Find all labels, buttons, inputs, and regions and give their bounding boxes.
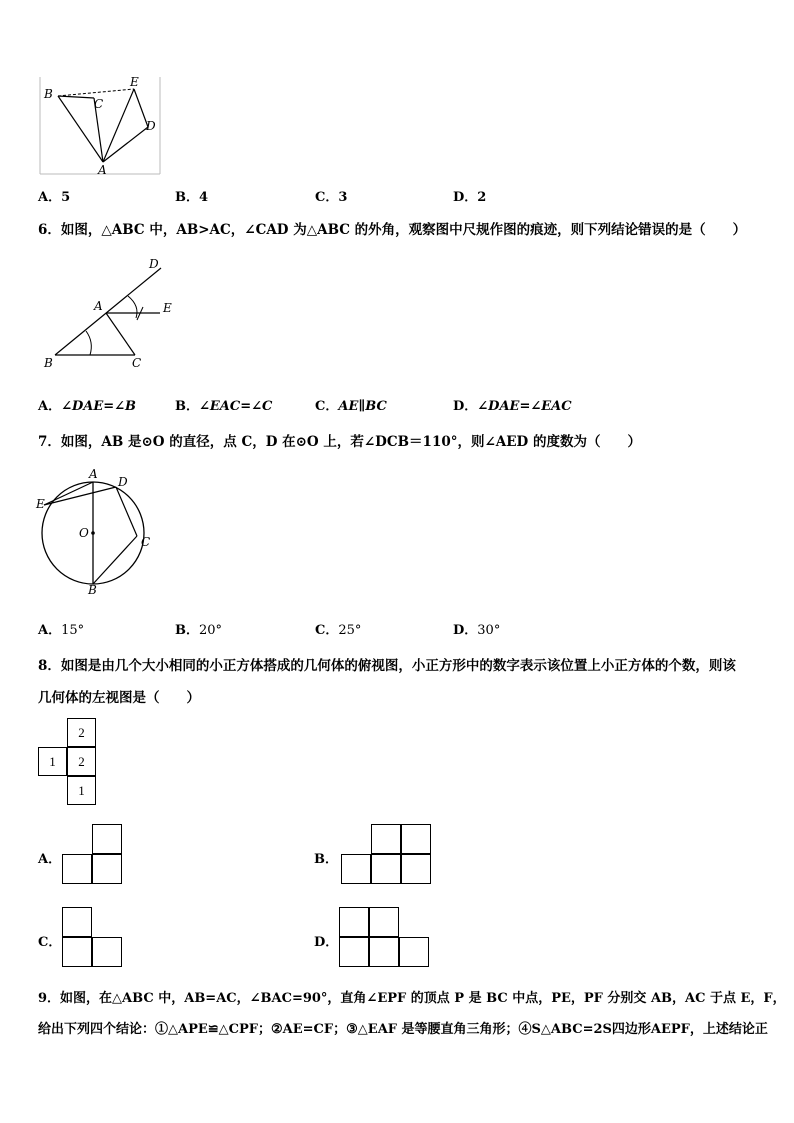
q5-option-b-text: 4 (199, 190, 209, 205)
q9-question-line1: 9．如图，在△ABC 中，AB=AC，∠BAC=90°，直角∠EPF 的顶点 P 是 BC 中点，PE，PF 分别交 AB，AC 于点 E，F， (38, 991, 786, 1006)
q8-top-view (38, 718, 98, 806)
q6-option-c[interactable] (315, 395, 387, 414)
cube-face (92, 937, 122, 967)
q7-option-d-text: 30° (477, 623, 501, 638)
q5-option-b-letter: B． (175, 190, 199, 205)
q7-label-B: B (88, 583, 97, 597)
q8-option-c-letter[interactable]: C． (38, 935, 62, 950)
q7-option-b-text: 20° (199, 623, 223, 638)
q7-option-a-letter: A． (38, 623, 62, 638)
q6-option-c-letter: C． (315, 399, 339, 414)
q7-option-b[interactable] (175, 619, 222, 638)
q5-label-E: E (130, 75, 139, 89)
q8-option-a-figure[interactable] (62, 824, 124, 886)
cube-face (401, 824, 431, 854)
cube-face (92, 854, 122, 884)
q6-label-E: E (163, 301, 172, 315)
q5-option-d-text: 2 (477, 190, 487, 205)
cube-face (62, 854, 92, 884)
q6-label-D: D (149, 257, 159, 271)
q7-option-c-letter: C． (315, 623, 339, 638)
cube-face (339, 907, 369, 937)
q6-option-a[interactable] (38, 395, 136, 414)
cube-face (371, 854, 401, 884)
q5-option-a-letter: A． (38, 190, 62, 205)
q8-option-c-figure[interactable] (62, 907, 124, 969)
q6-option-c-text: AE∥BC (338, 399, 387, 414)
q7-option-c[interactable] (315, 619, 361, 638)
top-view-cell-left: 1 (38, 747, 67, 776)
q8-question-line2: 几何体的左视图是（ ） (38, 690, 200, 706)
q7-label-O: O (79, 526, 89, 540)
cube-face (369, 937, 399, 967)
q7-option-d[interactable] (453, 619, 500, 638)
q7-option-a[interactable] (38, 619, 84, 638)
q5-option-d[interactable] (453, 186, 486, 205)
cube-face (339, 937, 369, 967)
q5-option-a[interactable] (38, 186, 70, 205)
q7-option-d-letter: D． (453, 623, 478, 638)
q8-option-d-letter[interactable]: D． (314, 935, 339, 950)
cube-face (62, 907, 92, 937)
cube-face (92, 824, 122, 854)
q8-question-line1: 8．如图是由几个大小相同的小正方体搭成的几何体的俯视图，小正方形中的数字表示该位置上小正方体的个数，则该 (38, 658, 736, 674)
q6-label-B: B (44, 356, 53, 370)
q5-option-c[interactable] (315, 186, 347, 205)
q9-question-line2: 给出下列四个结论：①△APE≌△CPF；②AE=CF；③△EAF 是等腰直角三角形；④S△ABC=2S四边形AEPF，上述结论正 (38, 1022, 768, 1037)
q6-option-a-letter: A． (38, 399, 62, 414)
q7-label-E: E (36, 497, 45, 511)
q8-option-b-figure[interactable] (341, 824, 433, 886)
cube-face (399, 937, 429, 967)
q7-figure (30, 466, 160, 598)
q6-option-a-text: ∠DAE=∠B (61, 399, 137, 414)
q7-option-a-text: 15° (61, 623, 85, 638)
q7-option-c-text: 25° (338, 623, 362, 638)
q7-label-C: C (141, 535, 151, 549)
top-view-cell-middle: 2 (67, 747, 96, 776)
q5-option-c-letter: C． (315, 190, 339, 205)
q6-label-C: C (132, 356, 142, 370)
q6-question: 6．如图，△ABC 中，AB>AC，∠CAD 为△ABC 的外角，观察图中尺规作图的痕迹，则下列结论错误的是（ ） (38, 222, 747, 238)
q6-option-d-text: ∠DAE=∠EAC (477, 399, 572, 414)
q5-label-B: B (44, 87, 53, 101)
q7-option-b-letter: B． (175, 623, 199, 638)
q6-option-d[interactable] (453, 395, 572, 414)
q5-option-c-text: 3 (338, 190, 348, 205)
q8-option-d-figure[interactable] (339, 907, 431, 969)
cube-face (401, 854, 431, 884)
q5-option-a-text: 5 (61, 190, 71, 205)
q6-option-b-letter: B． (175, 399, 199, 414)
q8-option-b-letter[interactable]: B． (314, 852, 338, 867)
cube-face (341, 854, 371, 884)
q6-option-b-text: ∠EAC=∠C (199, 399, 273, 414)
q6-figure (36, 254, 186, 372)
q6-option-d-letter: D． (453, 399, 478, 414)
q6-option-b[interactable] (175, 395, 272, 414)
q6-label-A: A (94, 299, 103, 313)
q8-option-a-letter[interactable]: A． (38, 852, 62, 867)
cube-face (369, 907, 399, 937)
q5-option-d-letter: D． (453, 190, 478, 205)
q5-label-D: D (146, 119, 156, 133)
q5-figure (36, 74, 166, 178)
q5-label-C: C (94, 97, 104, 111)
cube-face (371, 824, 401, 854)
q7-label-D: D (118, 475, 128, 489)
q5-option-b[interactable] (175, 186, 208, 205)
q7-label-A: A (89, 467, 98, 481)
top-view-cell-top: 2 (67, 718, 96, 747)
q5-label-A: A (98, 163, 107, 177)
cube-face (62, 937, 92, 967)
q7-question: 7．如图，AB 是⊙O 的直径，点 C，D 在⊙O 上，若∠DCB＝110°，则∠AED 的度数为（ ） (38, 434, 641, 450)
top-view-cell-bottom: 1 (67, 776, 96, 805)
